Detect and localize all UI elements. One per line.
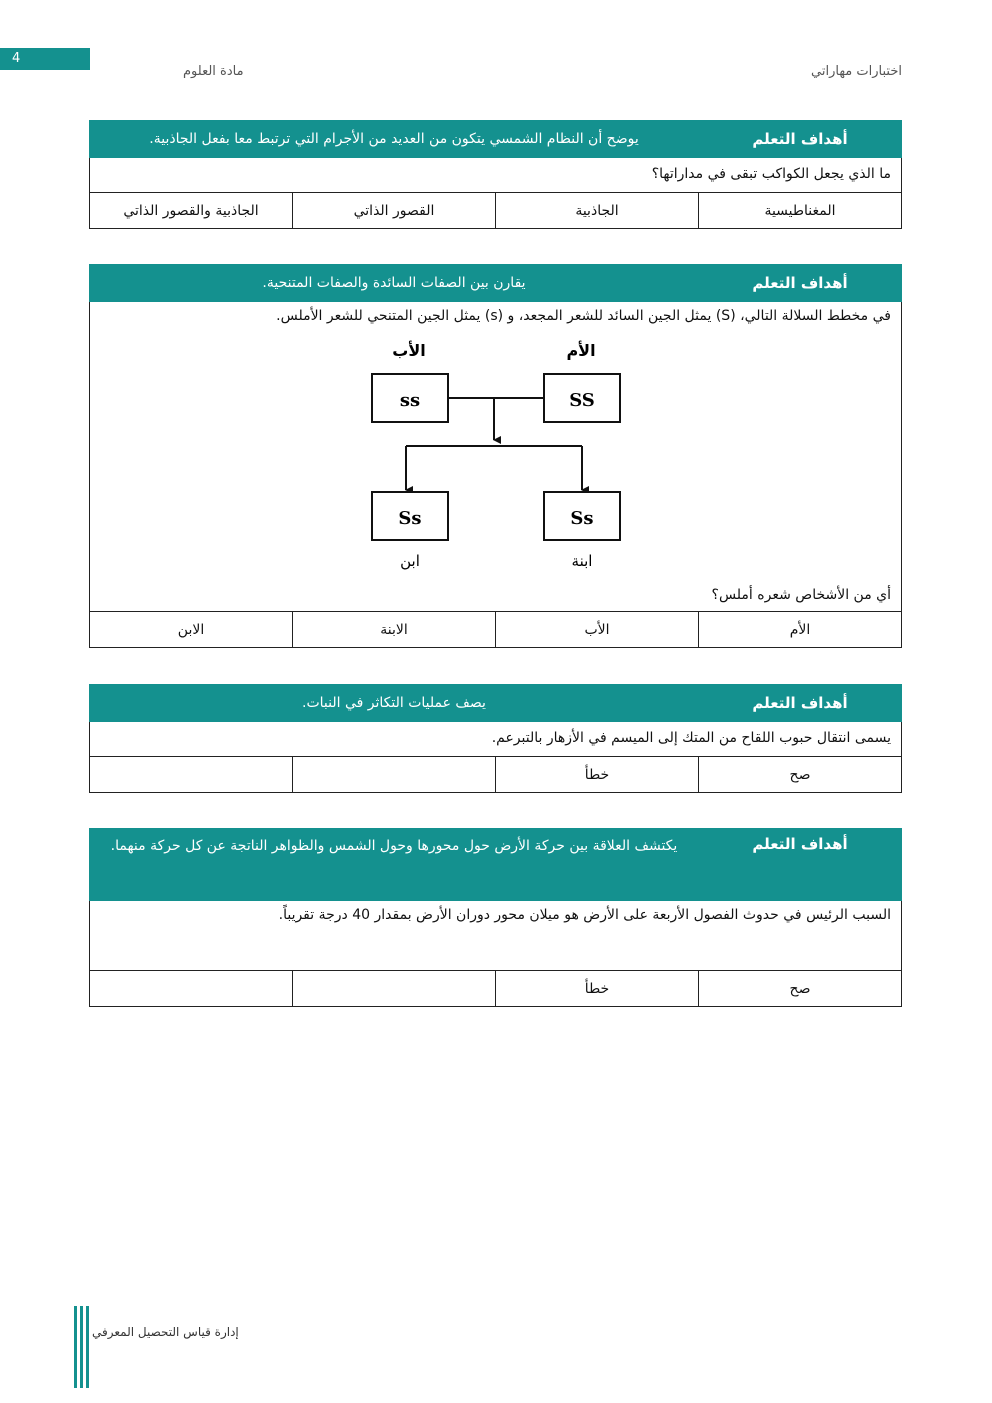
option-b[interactable]: الجاذبية bbox=[496, 193, 699, 229]
option-d[interactable]: الجاذبية والقصور الذاتي bbox=[90, 193, 293, 229]
question-prompt: السبب الرئيس في حدوث الفصول الأربعة على الأرض هو ميلان محور دوران الأرض بمقدار 40 درجة تقريباً. bbox=[90, 901, 902, 971]
mother-genotype: SS bbox=[569, 390, 595, 411]
mother-label: الأم bbox=[566, 341, 596, 360]
father-genotype: ss bbox=[399, 390, 421, 411]
option-empty bbox=[293, 757, 496, 793]
objective-text: يكتشف العلاقة بين حركة الأرض حول محورها وحول الشمس والظواهر الناتجة عن كل حركة منهما. bbox=[90, 829, 699, 901]
objective-label: أهداف التعلم bbox=[699, 829, 902, 901]
header-title: اختبارات مهاراتي bbox=[811, 64, 902, 79]
objective-text: يوضح أن النظام الشمسي يتكون من العديد من الأجرام التي ترتبط معا بفعل الجاذبية. bbox=[90, 121, 699, 158]
question-4-table bbox=[89, 828, 902, 1007]
daughter-genotype: Ss bbox=[570, 508, 594, 529]
son-genotype: Ss bbox=[398, 508, 422, 529]
option-true[interactable]: صح bbox=[699, 971, 902, 1007]
footer-text: إدارة قياس التحصيل المعرفي bbox=[92, 1325, 239, 1339]
option-false[interactable]: خطأ bbox=[496, 971, 699, 1007]
daughter-label: ابنة bbox=[571, 552, 593, 570]
footer-decoration bbox=[74, 1306, 90, 1388]
header-subject: مادة العلوم bbox=[183, 64, 244, 79]
page-number: 4 bbox=[0, 48, 90, 70]
objective-text: يقارن بين الصفات السائدة والصفات المتنحية. bbox=[90, 265, 699, 302]
option-empty bbox=[90, 971, 293, 1007]
objective-text: يصف عمليات التكاثر في النبات. bbox=[90, 685, 699, 722]
option-a[interactable]: المغناطيسية bbox=[699, 193, 902, 229]
objective-label: أهداف التعلم bbox=[699, 121, 902, 158]
objective-label: أهداف التعلم bbox=[699, 685, 902, 722]
option-c[interactable]: القصور الذاتي bbox=[293, 193, 496, 229]
question-prompt: في مخطط السلالة التالي، (S) يمثل الجين السائد للشعر المجعد، و (s) يمثل الجين المتنحي للشعر الأملس. bbox=[276, 308, 891, 324]
question-1-table bbox=[89, 120, 902, 229]
option-d[interactable]: الابن bbox=[90, 612, 293, 648]
question-followup: أي من الأشخاص شعره أملس؟ bbox=[711, 587, 891, 603]
option-c[interactable]: الابنة bbox=[293, 612, 496, 648]
option-true[interactable]: صح bbox=[699, 757, 902, 793]
option-a[interactable]: الأم bbox=[699, 612, 902, 648]
question-3-table bbox=[89, 684, 902, 793]
father-label: الأب bbox=[392, 341, 426, 360]
option-false[interactable]: خطأ bbox=[496, 757, 699, 793]
objective-label: أهداف التعلم bbox=[699, 265, 902, 302]
question-prompt: يسمى انتقال حبوب اللقاح من المتك إلى الميسم في الأزهار بالتبرعم. bbox=[90, 722, 902, 757]
option-b[interactable]: الأب bbox=[496, 612, 699, 648]
option-empty bbox=[90, 757, 293, 793]
pedigree-diagram bbox=[360, 336, 640, 576]
question-prompt: ما الذي يجعل الكواكب تبقى في مداراتها؟ bbox=[90, 158, 902, 193]
son-label: ابن bbox=[400, 552, 420, 570]
option-empty bbox=[293, 971, 496, 1007]
